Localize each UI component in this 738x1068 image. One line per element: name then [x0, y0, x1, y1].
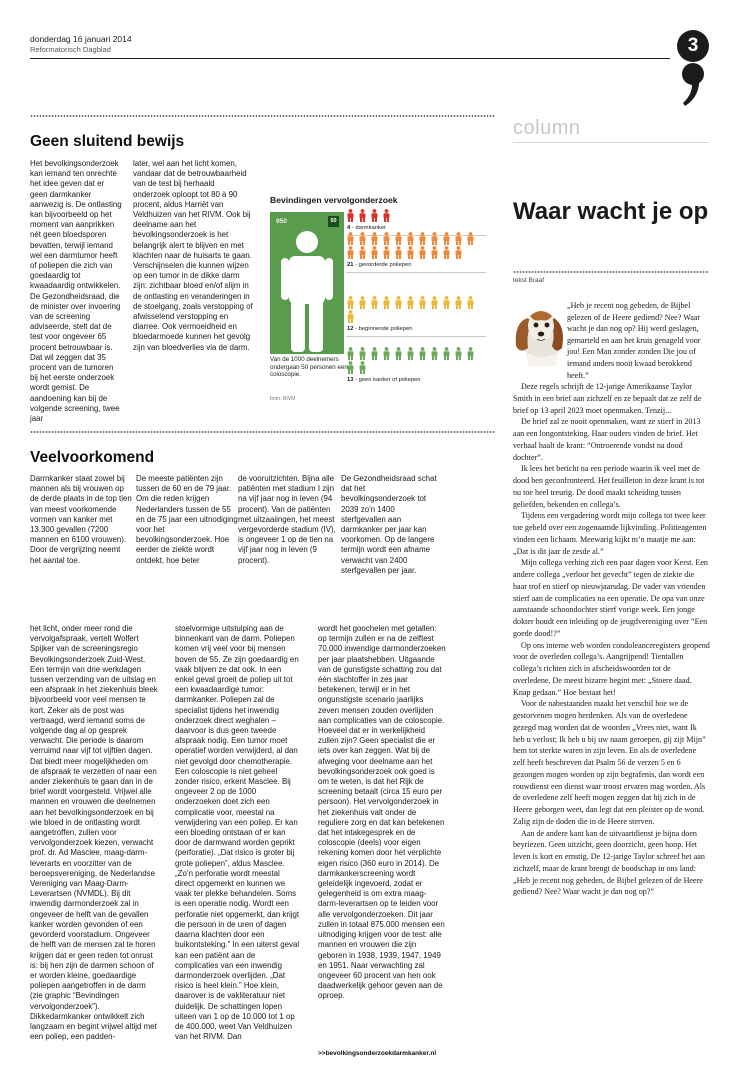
chart-person-mark: [346, 296, 355, 310]
chart-category-label: 12 - beginnende poliepen: [347, 326, 413, 332]
chart-person-mark: [418, 232, 427, 246]
chart-person-mark: [358, 232, 367, 246]
chart-person-mark: [406, 347, 415, 361]
chart-person-mark: [430, 347, 439, 361]
page-number: 3: [677, 30, 709, 62]
chart-person-mark: [418, 296, 427, 310]
article-heading: Geen sluitend bewijs: [30, 133, 185, 150]
column-intro: „Heb je recent nog gebeden, de Bijbel gelezen of de Heere gediend? Nee? Waar wacht je dan nog op? Hij werd geslagen, gemarteld en aan het kruis genageld voor jou! Een Man zonder zonden Die jou of iemand anders nooit kwaad berokkend heeft.”: [567, 301, 701, 380]
article-text-column: Darmkanker staat zowel bij mannen als bij vrouwen op de derde plaats in de top tien van meest voorkomende vormen van kanker met 13.300 gevallen (7200 mannen en 6100 vrouwen). Door de vergrijzing neemt het aantal toe.: [30, 474, 132, 565]
chart-person-mark: [430, 232, 439, 246]
chart-person-mark: [442, 246, 451, 260]
chart-person-mark: [406, 296, 415, 310]
column-title: Waar wacht je op: [513, 198, 709, 225]
chart-person-mark: [394, 296, 403, 310]
chart-person-mark: [346, 232, 355, 246]
column-paragraph: Op ons interne web worden condoleanceregisters geopend voor de overleden collega’s. Aangrijpend! Tientallen collega’s richten zich in afscheidswoorden tot de overledene. De meest bizarre begint met: „Stoere daad. Knap gedaan.” Hoe bestaat het!: [513, 640, 710, 697]
body-text-column: wordt het goochelen met getallen: op termijn zullen er na de zelftest 70.000 inwendige darmonderzoeken per jaar plaatshebben. Uitgaande van de gunstigste schatting zou dat één slachtoffer in zes jaar betekenen, terwijl er in het ongunstigste scenario jaarlijks zeven mensen zouden overlijden aan complicaties van de coloscopie. Hoeveel dat er in werkelijkheid zullen zijn? Geen specialist die er iets over kan zeggen. Wat bij de afweging voor deelname aan het bevolkingsonderzoek ook goed is om te weten, is dat het Rijk de screening betaalt (circa 15 euro per persoon). Het vervolgonderzoek in het ziekenhuis valt onder de reguliere zorg en dat kan betekenen dat het intakegesprek en de coloscopie (deels) voor eigen rekening komen door het verplichte eigen risico (360 euro in 2014). De darmkankerscreening wordt geleidelijk ingevoerd, zodat er gelegenheid is om extra maag-darm-leverartsen op te leiden voor alle vervolgonderzoeken. Dit jaar zullen in totaal 875.000 mensen een uitnodiging krijgen voor de test: alle mannen en vrouwen die zijn geboren in 1938, 1939, 1947, 1949 en 1951. Naar verwachting zal ongeveer 60 procent van hen ook daadwerkelijk gehoor geven aan de oproep.: [318, 624, 446, 1001]
chart-category-geen-kanker-of-poliepen: [346, 347, 486, 375]
article-text-column: De meeste patiënten zijn tussen de 60 en de 79 jaar. Om die reden krijgen Nederlanders tussen de 55 en de 75 jaar een uitnodiging voor het bevolkingsonderzoek. Hoe eerder de ziekte wordt ontdekt, hoe beter: [136, 474, 238, 565]
column-paragraph: Aan de andere kant kan de uitvaartdienst je bijna doen beyriezen. Geen uitzicht, geen doorzicht, geen hoop. Het leven is kort en ernstig. De 12-jarige Taylor schreef het aan zichzelf, maar de krant brengt de boodschap in ons land: „Heb je recent nog gebeden, de Bijbel gelezen of de Heere gediend? Nee? Waar wacht je dan nog op?”: [513, 828, 705, 897]
chart-total-label: 950: [276, 218, 287, 225]
chart-person-mark: [466, 347, 475, 361]
chart-person-mark: [406, 232, 415, 246]
issue-date: donderdag 16 januari 2014: [30, 34, 132, 44]
body-text-column: stoelvormige uitstulping aan de binnenkant van de darm. Poliepen komen vrij veel voor bij mensen boven de 55. Ze zijn goedaardig en vaak blijven ze dat ook. In een enkel geval groeit de poliep uit tot een kwaadaardige tumor: darmkanker. Poliepen zal de specialist tijdens het inwendig onderzoek direct weghalen – daarvoor is dus geen tweede afspraak nodig. Een tumor moet operatief worden verwijderd, al dan niet gevolgd door chemotherapie. Een coloscopie is niet geheel zonder risico, erkent Masclee. Bij ongeveer 2 op de 1000 onderzoeken doet zich een complicatie voor, meestal na verwijdering van een poliep. Er kan een bloeding ontstaan of er kan door de darmwand worden geprikt (perforatie). „Dat risico is groter bij grote poliepen”, aldus Masclee. „Zo’n perforatie wordt meestal direct opgemerkt en kunnen we vaak ter plekke behandelen. Soms is een operatie nodig. Wordt een perforatie niet opgemerkt, dan krijgt die persoon in de uren of dagen daarna klachten door een buikontsteking.” In een uiterst geval kan een patiënt aan de complicaties van een inwendig darmonderzoek overlijden. „Dat risico is heel klein.” Hoe klein, daarover is de vakliteratuur niet duidelijk. De schattingen lopen uiteen van 1 op de 10.000 tot 1 op de 400.000, weet Van Veldhuizen van het RIVM. Dan: [175, 624, 300, 1042]
chart-total-box: [270, 212, 344, 354]
chart-person-mark: [466, 296, 475, 310]
column-paragraph: De brief zal ze nooit openmaken, want ze stierf in 2013 aan een longontsteking. Haar ouders vinden de brief. Het verhaal haalt de krant: “Ontroerende vondst na dood dochter”.: [513, 417, 701, 462]
column-body: [513, 381, 710, 898]
column-paragraph: Voor de nabestaanden maakt het verschil hoe we de gestorvenen mogen herdenken. Als van de overledene gezegd mag worden dat de woorden „Vrees niet, want Ik heb u verlost; Ik heb u bij uw naam geroepen, gij zijt Mijn” hem tot sterkte waren in zijn leven. En als de overledene zelf heeft beschreven dat Psalm 56 de verzen 5 en 6 gezongen mogen worden op zijn begrafenis, dan wordt een rouwdienst een dienst waar troost ervaren mag worden. Als de overledene zelf heeft mogen zeggen dat hij zich in de Heere geborgen weet, dan legt dat een pleister op de wond. Zalig zijn de doden die in de Heere sterven.: [513, 699, 706, 826]
chart-separator: [346, 272, 486, 273]
chart-person-mark: [346, 310, 355, 324]
dog-illustration: [506, 298, 566, 368]
chart-person-mark: [454, 246, 463, 260]
chart-person-mark: [394, 347, 403, 361]
article-heading: Veelvoorkomend: [30, 449, 155, 466]
chart-person-mark: [358, 246, 367, 260]
chart-separator: [346, 336, 486, 337]
chart-person-mark: [382, 232, 391, 246]
section-label: column: [513, 117, 581, 139]
chart-category-gevorderde-poliepen: [346, 232, 486, 260]
chart-person-mark: [418, 347, 427, 361]
chart-category-label: 4 - darmkanker: [347, 225, 386, 231]
website-link[interactable]: >>bevolkingsonderzoekdarmkanker.nl: [318, 1050, 437, 1057]
chart-person-mark: [370, 232, 379, 246]
article-text-column: Het bevolkingsonderzoek kan iemand ten onrechte het idee geven dat er geen darmkanker aanwezig is. De ontlasting kan bijvoorbeeld op het moment van aanprikken nét geen bloedsporen bevatten, terwijl iemand wel een darmtumor heeft of poliepen die zich van goedaardig tot kwaadaardig ontwikkelen. De Gezondheidsraad, die de minister over invoering van de screening adviseerde, stelt dat de test voor ongeveer 65 procent betrouwbaar is. Dat wil zeggen dat 35 procent van de tumoren bij het eerste onderzoek wordt gemist. De aandoening kan bij de volgende screening, twee jaar: [30, 159, 122, 424]
chart-person-mark: [346, 246, 355, 260]
comma-logo-icon: [677, 62, 709, 108]
column-author: tekst Braaf: [513, 277, 545, 284]
chart-category-label: 21 - gevorderde poliepen: [347, 262, 412, 268]
article-text-column: de vooruitzichten. Bijna alle patiënten met stadium I zijn na vijf jaar nog in leven (94 procent). Van de patiënten met uitzaaiingen, het meest vergevorderde stadium (IV), is ongeveer 1 op de tien na vijf jaar nog in leven (9 procent).: [238, 474, 336, 565]
dotted-divider: [30, 114, 495, 118]
chart-person-mark: [442, 347, 451, 361]
newspaper-name: Reformatorisch Dagblad: [30, 45, 111, 54]
chart-person-mark: [406, 246, 415, 260]
column-paragraph: Tijdens een vergadering wordt mijn collega tot twee keer toe gebeld over een zogenaamde lijkvinding. Politieagenten vinden een lichaam. Meewarig kijkt m’n maatje me aan: „Dat is dit jaar de zesde al.”: [513, 511, 707, 556]
chart-person-mark: [454, 232, 463, 246]
chart-person-mark: [430, 246, 439, 260]
chart-person-mark: [382, 347, 391, 361]
chart-person-mark: [370, 209, 379, 223]
chart-person-mark: [442, 296, 451, 310]
chart-person-mark: [430, 296, 439, 310]
dotted-divider: [513, 270, 709, 274]
chart-person-mark: [382, 246, 391, 260]
body-text-column: het licht, onder meer rond die vervolgafspraak, vertelt Wolfert Spijker van de screeningsregio Bevolkingsonderzoek Zuid-West. Een termijn van drie werkdagen tussen verzending van de uitslag en een afspraak in het ziekenhuis bleek bijvoorbeeld voor veel mensen te kort. Zeker als de post was vertraagd, werd iemand soms de volgende dag al op gesprek verwacht. Die periode is daarom verruimd naar vijf tot vijftien dagen. Dat biedt meer mogelijkheden om de afspraak te verzetten of naar een ander ziekenhuis te gaan dan in de brief wordt voorgesteld. Vrijwel alle mannen en vrouwen die deelnemen aan het bevolkingsonderzoek en bij wie bloed in de ontlasting wordt aangetroffen, zullen voor vervolgonderzoek kiezen, verwacht prof. dr. Ad Masclee, maag-darm-leverarts en voorzitter van de beroepsvereniging, de Nederlandse Vereniging van Maag-Darm-Leverartsen (NVMDL). Bij dit inwendig darmonderzoek zal in ongeveer de helft van de gevallen kanker worden gevonden of een gevorderd voorstadium. Ongeveer de helft van de mensen zal te horen krijgen dat er geen reden tot onrust is: bij hen zijn de darmen schoon of er worden kleine, goedaardige poliepen aangetroffen in de darm (zie graphic “Bevindingen vervolgonderzoek”). Dikkedarmkanker ontwikkelt zich langzaam en begint vrijwel altijd met een poliep, een padden-: [30, 624, 158, 1042]
chart-person-mark: [358, 361, 367, 375]
chart-person-mark: [358, 347, 367, 361]
chart-person-mark: [454, 347, 463, 361]
article-text-column: later, wel aan het licht komen, vandaar dat de betrouwbaarheid van de test bij herhaald onderzoek oploopt tot 80 à 90 procent, aldus Harriët van Veldhuizen van het RIVM. Ook bij deelname aan het bevolkingsonderzoek is het belangrijk alert te blijven en met klachten naar de huisarts te gaan. Verschijnselen die kunnen wijzen op een tumor in de dikke darm zijn: zichtbaar bloed en/of slijm in de ontlasting en veranderingen in de stoelgang, zoals verstopping of afwisselend verstopping en diarree. Ook vermoeidheid en bloedarmoede kunnen het gevolg zijn van bloedverlies via de darm.: [133, 159, 253, 352]
chart-highlight-label: 50: [328, 216, 339, 227]
chart-title: Bevindingen vervolgonderzoek: [270, 195, 398, 205]
chart-person-mark: [418, 246, 427, 260]
column-paragraph: Ik lees het bericht na een periode waarin ik veel met de dood ben geconfronteerd. Het feuilleton in deze krant is tot nu toe heel treurig. De dood maakt scheiding tussen geliefden, bekenden en collega’s.: [513, 464, 705, 509]
section-rule: [513, 142, 709, 143]
chart-person-mark: [370, 296, 379, 310]
chart-person-mark: [466, 232, 475, 246]
column-paragraph: Mijn collega verhing zich een paar dagen voor Kerst. Een andere collega „verloor het gevecht” tegen de ziekte die haar trof en stierf op nieuwjaarsdag. De vader van vrienden stierf aan de complicaties na een operatie. De opa van onze aanstaande schoondochter stierf vorige week. Een jonge dokter houdt een inleiding op de jeugdvereniging over “Een goede dood!?”: [513, 558, 708, 638]
column-paragraph: Deze regels schrijft de 12-jarige Amerikaanse Taylor Smith in een brief aan zichzelf en ze bepaalt dat ze zelf de brief op 13 april 2023 moet openmaken. Tenzij...: [513, 382, 702, 415]
chart-source: bron: RIVM: [270, 396, 296, 402]
dotted-divider: [30, 430, 495, 434]
chart-person-mark: [346, 361, 355, 375]
chart-person-mark: [394, 232, 403, 246]
person-icon: [281, 230, 333, 352]
chart-person-mark: [454, 296, 463, 310]
chart-person-mark: [370, 246, 379, 260]
chart-person-mark: [394, 246, 403, 260]
article-text-column: De Gezondheidsraad schat dat het bevolkingsonderzoek tot 2039 zo'n 1400 sterfgevallen aan darmkanker per jaar kan voorkomen. Op de langere termijn wordt een afname verwacht van 2400 sterfgevallen per jaar.: [341, 474, 437, 575]
chart-person-mark: [382, 296, 391, 310]
chart-person-mark: [346, 347, 355, 361]
chart-person-mark: [358, 296, 367, 310]
chart-person-mark: [442, 232, 451, 246]
chart-category-label: 13 - geen kanker of poliepen: [347, 377, 421, 383]
chart-footnote: Van de 1000 deelnemers ondergaan 50 personen een coloscopie.: [270, 356, 348, 378]
chart-person-mark: [382, 209, 391, 223]
chart-person-mark: [370, 347, 379, 361]
chart-category-darmkanker: [346, 209, 486, 223]
chart-person-mark: [346, 209, 355, 223]
header-rule: [30, 58, 670, 59]
chart-person-mark: [358, 209, 367, 223]
chart-category-beginnende-poliepen: [346, 296, 486, 324]
